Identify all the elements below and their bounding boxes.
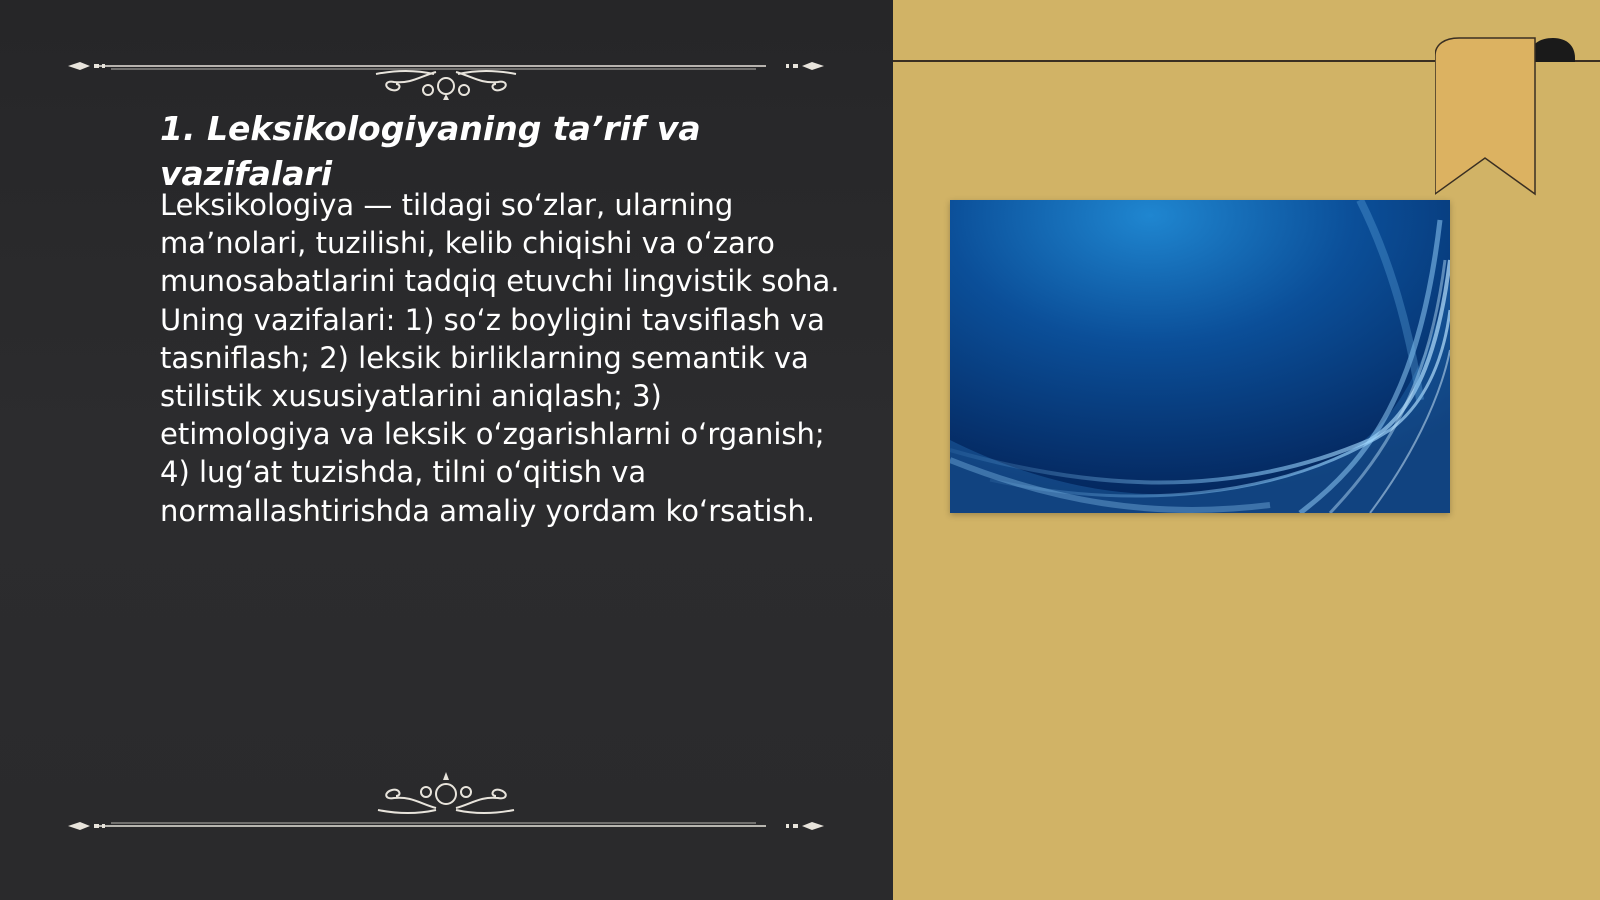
bookmark-ribbon-icon [1435, 36, 1595, 198]
slide-body-text: Leksikologiya — tildagi so‘zlar, ularning ma’nolari, tuzilishi, kelib chiqishi va o‘zaro munosabatlarini tadqiq etuvchi lingvistik soha. Uning vazifalari: 1) so‘z boyligini tavsiflash va tasniflash; 2) leksik birliklarning semantik va stilistik xususiyatlarini aniqlash; 3) etimologiya va leksik o‘zgarishlarni o‘rganish; 4) lug‘at tuzishda, tilni o‘qitish va normallashtirishda amaliy yordam ko‘rsatish. [160, 188, 840, 528]
top-ornament-icon [66, 40, 826, 100]
slide-title: 1. Leksikologiyaning ta’rif va vazifalari [160, 109, 701, 193]
abstract-blue-image [950, 200, 1450, 513]
bottom-ornament-icon [66, 770, 826, 830]
